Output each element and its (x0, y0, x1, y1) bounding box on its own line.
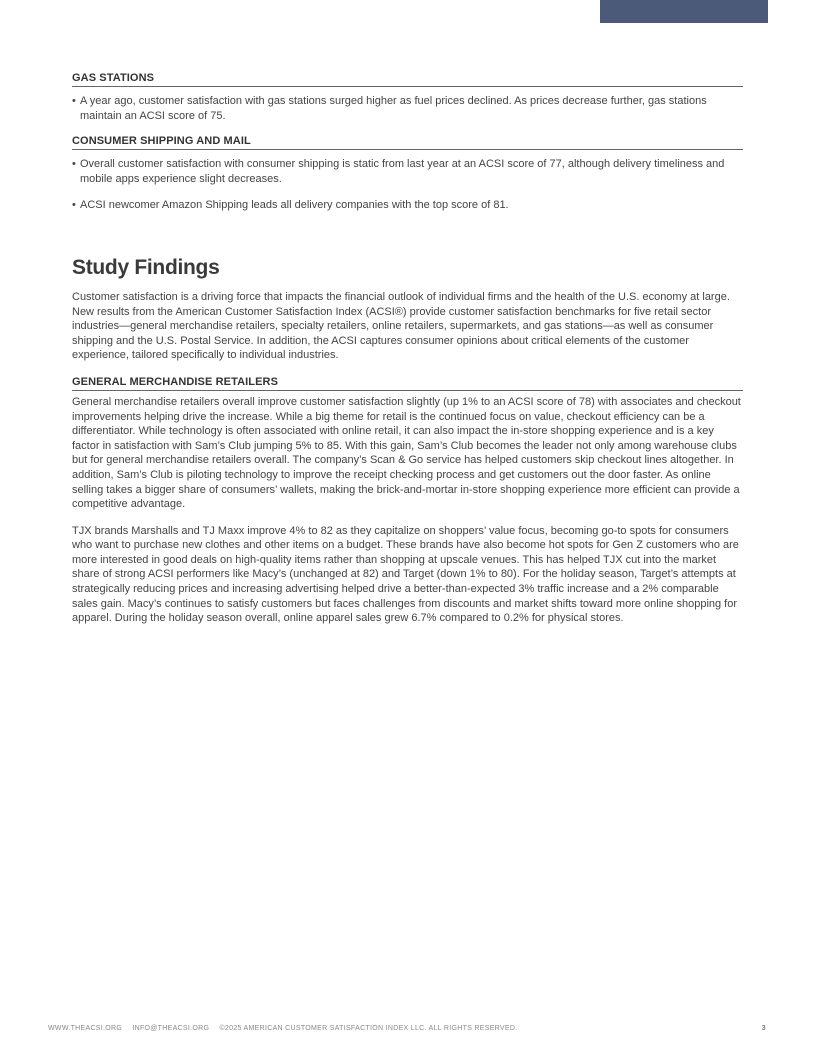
bullet-text: A year ago, customer satisfaction with gas stations surged higher as fuel prices declined. As prices decrease further, gas stations maintain an ACSI score of 75. (80, 95, 707, 122)
bullet-text: ACSI newcomer Amazon Shipping leads all delivery companies with the top score of 81. (80, 199, 509, 212)
general-merchandise-paragraph-1: General merchandise retailers overall improve customer satisfaction slightly (up 1% to an ACSI score of 78) with associates and checkout improvements helping drive the increase. While a big theme for retail is the continued focus on value, checkout efficiency can be a differentiator. While technology is often associated with online retail, it can also impact the in-store shopping experience and is a key factor in satisfaction with Sam’s Club jumping 5% to 85. With this gain, Sam’s Club becomes the leader not only among warehouse clubs but for general merchandise retailers overall. The company’s Scan & Go service has helped customers skip checkout lines altogether. In addition, Sam’s Club is piloting technology to improve the receipt checking process and get customers out the door faster. As online selling takes a bigger share of consumers’ wallets, making the brick-and-mortar in-store shopping experience more efficient can provide a competitive advantage. (72, 395, 741, 511)
bullet-marker: • (72, 199, 76, 212)
general-merchandise-paragraph-2: TJX brands Marshalls and TJ Maxx improve 4% to 82 as they capitalize on shoppers’ value focus, becoming go-to spots for consumers who want to purchase new clothes and other items on a budget. These brands have also become hot spots for Gen Z customers who are more interested in good deals on high-quality items rather than shopping at upscale venues. This has helped TJX cut into the market share of strong ACSI performers like Macy’s (unchanged at 82) and Target (down 1% to 80). For the holiday season, Target’s attempts at strategically reducing prices and increasing advertising helped drive a better-than-expected 3% traffic increase and a 2% comparable sales gain. Macy’s continues to satisfy customers but faces challenges from discounts and market shifts toward more online shopping for apparel. During the holiday season overall, online apparel sales grew 6.7% compared to 0.2% for physical stores. (72, 524, 739, 625)
general-merchandise-heading: GENERAL MERCHANDISE RETAILERS (72, 376, 743, 391)
gas-stations-bullets (72, 94, 743, 123)
bullet-item (72, 157, 743, 186)
shipping-heading: CONSUMER SHIPPING AND MAIL (72, 135, 743, 150)
study-findings-intro: Customer satisfaction is a driving force that impacts the financial outlook of individual firms and the health of the U.S. economy at large. New results from the American Customer Satisfaction Index (ACSI®) provide customer satisfaction benchmarks for five retail sector industries—general merchandise retailers, specialty retailers, online retailers, supermarkets, and gas stations—as well as consumer shipping and the U.S. Postal Service. In addition, the ACSI captures consumer opinions about critical elements of the customer experience, tailored specifically to individual industries. (72, 290, 730, 362)
header-accent-bar (600, 0, 768, 23)
bullet-marker: • (72, 158, 76, 171)
footer-website-link[interactable]: WWW.THEACSI.ORG (48, 1025, 123, 1032)
study-findings-title: Study Findings (72, 255, 220, 279)
bullet-text: Overall customer satisfaction with consumer shipping is static from last year at an ACSI score of 77, although delivery timeliness and mobile apps experience slight decreases. (80, 158, 725, 185)
page-content (72, 72, 743, 626)
bullet-marker: • (72, 95, 76, 107)
page-footer (48, 1024, 768, 1034)
bullet-item (72, 198, 743, 213)
gas-stations-heading: GAS STATIONS (72, 72, 743, 87)
page-number: 3 (761, 1025, 766, 1032)
footer-email-link[interactable]: INFO@THEACSI.ORG (132, 1025, 210, 1032)
bullet-item (72, 94, 743, 123)
shipping-bullets (72, 157, 743, 213)
footer-copyright: ©2025 AMERICAN CUSTOMER SATISFACTION INDEX LLC. ALL RIGHTS RESERVED. (219, 1025, 518, 1032)
